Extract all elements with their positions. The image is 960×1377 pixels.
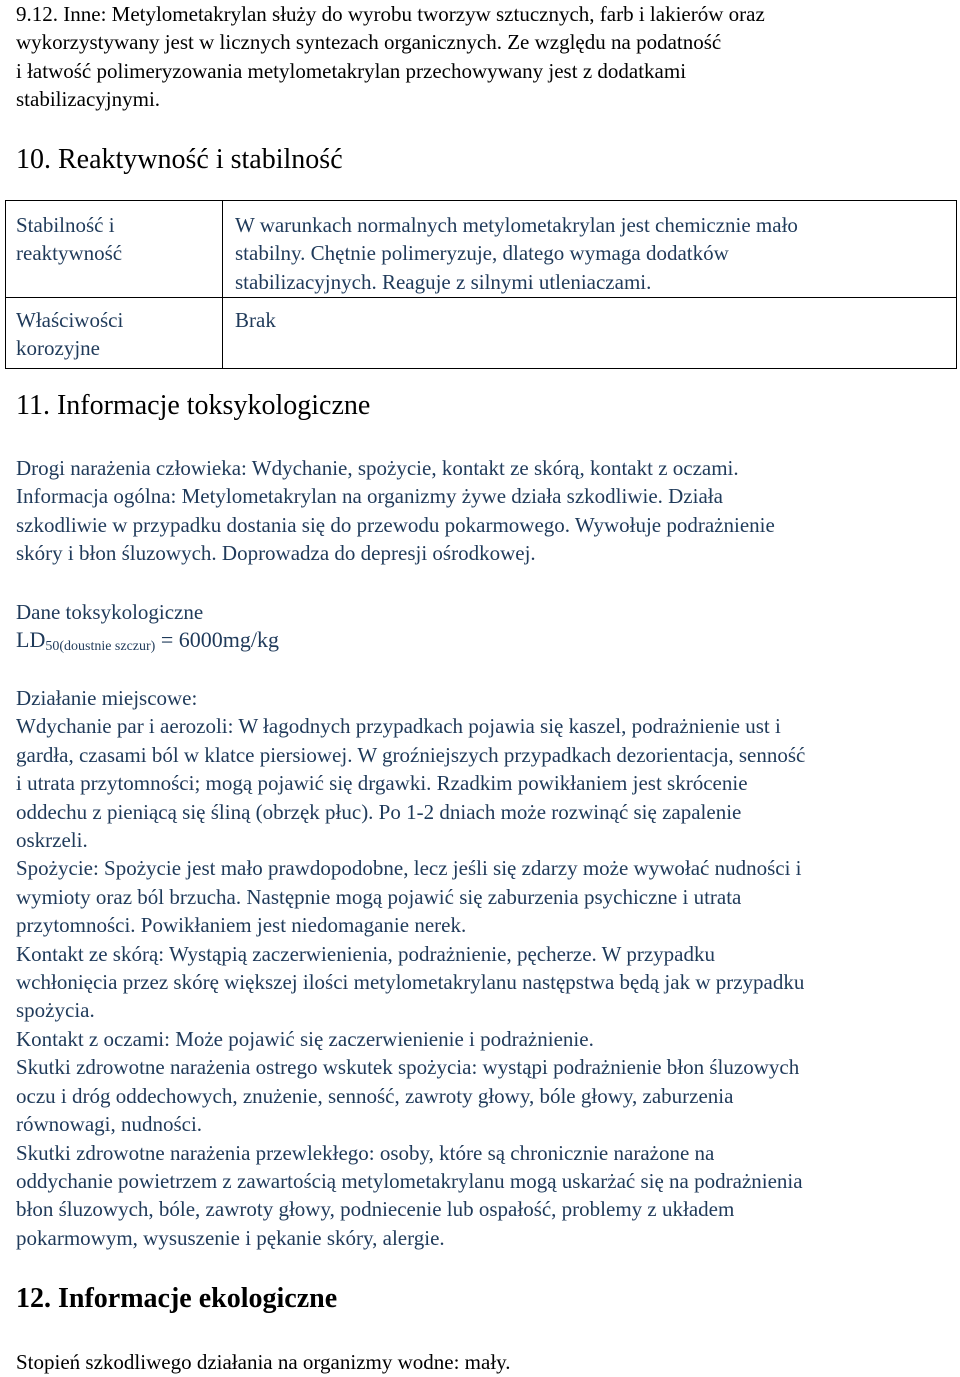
skin-line: wchłonięcia przez skórę większej ilości metylometakrylanu następstwa będą jak w przypadku bbox=[16, 970, 805, 995]
general-line: szkodliwie w przypadku dostania się do przewodu pokarmowego. Wywołuje podrażnienie bbox=[16, 512, 775, 537]
label-line: Stabilność i bbox=[16, 213, 115, 237]
aquatic-line: Stopień szkodliwego działania na organizmy wodne: mały. bbox=[16, 1350, 511, 1374]
skin-line: Kontakt ze skórą: Wystąpią zaczerwienienia, podrażnienie, pęcherze. W przypadku bbox=[16, 941, 715, 966]
row-label-corrosive bbox=[6, 298, 223, 369]
chronic-line: Skutki zdrowotne narażenia przewlekłego: osoby, które są chronicznie narażone na bbox=[16, 1140, 715, 1165]
general-line: skóry i błon śluzowych. Doprowadza do depresji ośrodkowej. bbox=[16, 541, 536, 566]
inhalation-line: i utrata przytomności; mogą pojawić się drgawki. Rzadkim powikłaniem jest skrócenie bbox=[16, 771, 748, 796]
chronic-line: błon śluzowych, bóle, zawroty głowy, podniecenie lub ospałość, problemy z układem bbox=[16, 1197, 735, 1222]
value-line: Brak bbox=[235, 308, 276, 332]
ingestion-line: Spożycie: Spożycie jest mało prawdopodobne, lecz jeśli się zdarzy może wywołać nudności i bbox=[16, 856, 802, 881]
intro-line: i łatwość polimeryzowania metylometakrylan przechowywany jest z dodatkami bbox=[16, 58, 687, 83]
table-row bbox=[6, 298, 957, 369]
ingestion-line: wymioty oraz ból brzucha. Następnie mogą pojawić się zaburzenia psychiczne i utrata bbox=[16, 884, 742, 909]
table-row bbox=[6, 201, 957, 298]
value-line: stabilizacyjnych. Reaguje z silnymi utleniaczami. bbox=[235, 269, 652, 294]
section-12-heading: 12. Informacje ekologiczne bbox=[16, 1283, 338, 1314]
intro-paragraph bbox=[16, 0, 952, 114]
intro-line: 9.12. Inne: Metylometakrylan służy do wyrobu tworzyw sztucznych, farb i lakierów oraz bbox=[16, 2, 765, 26]
general-line: Informacja ogólna: Metylometakrylan na organizmy żywe działa szkodliwie. Działa bbox=[16, 484, 723, 509]
row-value-corrosive bbox=[223, 298, 957, 369]
reactivity-table bbox=[5, 200, 957, 369]
routes-line: Drogi narażenia człowieka: Wdychanie, spożycie, kontakt ze skórą, kontakt z oczami. bbox=[16, 456, 739, 480]
label-line: reaktywność bbox=[16, 241, 123, 266]
tox-data bbox=[16, 598, 952, 659]
label-line: korozyjne bbox=[16, 336, 100, 361]
value-line: W warunkach normalnych metylometakrylan jest chemicznie mało bbox=[235, 213, 798, 237]
local-title: Działanie miejscowe: bbox=[16, 686, 198, 710]
intro-line: wykorzystywany jest w licznych syntezach organicznych. Ze względu na podatność bbox=[16, 30, 722, 55]
inhalation-line: gardła, czasami ból w klatce piersiowej. W groźniejszych przypadkach dezorientacja, senność bbox=[16, 742, 806, 767]
chronic-line: oddychanie powietrzem z zawartością metylometakrylanu mogą uskarżać się na podrażnienia bbox=[16, 1168, 803, 1193]
skin-line: spożycia. bbox=[16, 998, 95, 1023]
ld-number: = 6000mg/kg bbox=[155, 627, 279, 653]
acute-line: oczu i dróg oddechowych, znużenie, senność, zawroty głowy, bóle głowy, zaburzenia bbox=[16, 1083, 734, 1108]
eyes-line: Kontakt z oczami: Może pojawić się zaczerwienienie i podrażnienie. bbox=[16, 1026, 594, 1051]
inhalation-line: oddechu z pieniącą się śliną (obrzęk płuc). Po 1-2 dniach może rozwinąć się zapalenie bbox=[16, 799, 742, 824]
exposure-routes bbox=[16, 454, 952, 568]
row-label-stability bbox=[6, 201, 223, 298]
aquatic-toxicity bbox=[16, 1348, 952, 1376]
local-effects bbox=[16, 684, 952, 1252]
acute-line: Skutki zdrowotne narażenia ostrego wskutek spożycia: wystąpi podrażnienie błon śluzowych bbox=[16, 1055, 800, 1080]
tox-title: Dane toksykologiczne bbox=[16, 600, 204, 624]
ingestion-line: przytomności. Powikłaniem jest niedomaganie nerek. bbox=[16, 913, 467, 938]
label-line: Właściwości bbox=[16, 308, 124, 332]
ld50-value bbox=[16, 626, 952, 658]
inhalation-line: Wdychanie par i aerozoli: W łagodnych przypadkach pojawia się kaszel, podrażnienie ust i bbox=[16, 714, 781, 739]
value-line: stabilny. Chętnie polimeryzuje, dlatego wymaga dodatków bbox=[235, 241, 729, 266]
section-11-heading: 11. Informacje toksykologiczne bbox=[16, 390, 371, 421]
row-value-stability bbox=[223, 201, 957, 298]
ld-prefix: LD bbox=[16, 627, 46, 653]
ld-subscript: 50(doustnie szczur) bbox=[45, 639, 156, 655]
intro-line: stabilizacyjnymi. bbox=[16, 87, 161, 112]
acute-line: równowagi, nudności. bbox=[16, 1112, 203, 1137]
inhalation-line: oskrzeli. bbox=[16, 828, 88, 853]
chronic-line: pokarmowym, wysuszenie i pękanie skóry, alergie. bbox=[16, 1225, 445, 1250]
section-10-heading: 10. Reaktywność i stabilność bbox=[16, 144, 343, 175]
